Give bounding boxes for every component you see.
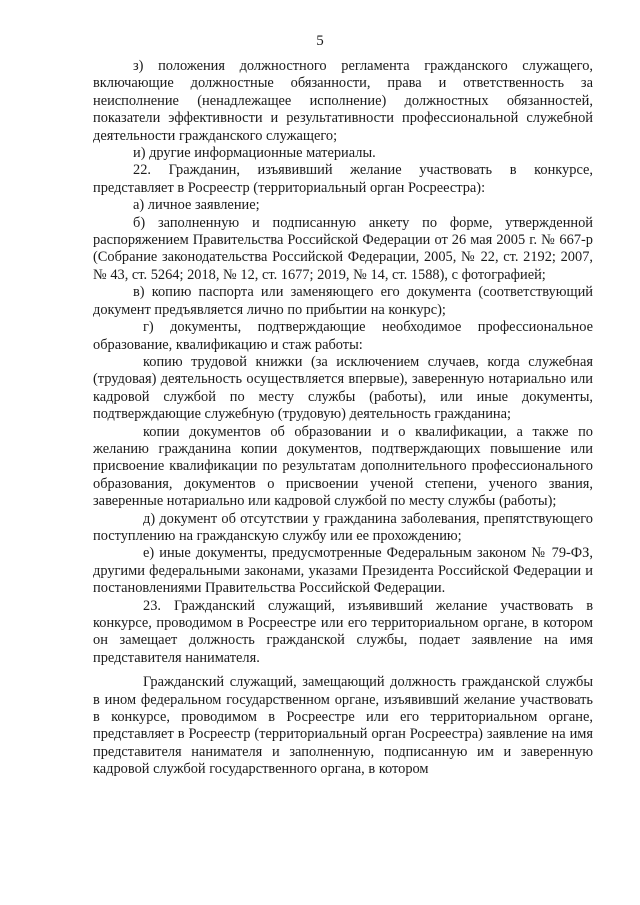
paragraph-23-civil-servant: 23. Гражданский служащий, изъявивший желание участвовать в конкурсе, проводимом в Росреестре или его территориальном органе, в котором он замещает должность гражданской службы, подает заявление на имя представителя нанимателя. (93, 597, 593, 666)
paragraph-d-medical-document: д) документ об отсутствии у гражданина заболевания, препятствующего поступлению на гражданскую службу или ее прохождению; (93, 510, 593, 544)
paragraph-z-job-regulations: з) положения должностного регламента гражданского служащего, включающие должностные обязанности, права и ответственность за неисполнение (ненадлежащее исполнение) должностных обязанностей, показатели эффективности и результативности профессиональной служебной деятельности гражданского служащего; (93, 58, 593, 144)
paragraph-a-personal-application: а) личное заявление; (133, 197, 260, 214)
document-body (93, 58, 593, 779)
paragraph-22-citizen-submits: 22. Гражданин, изъявивший желание участвовать в конкурсе, представляет в Росреестр (территориальный орган Росреестра): (93, 162, 593, 196)
paragraph-i-other-materials: и) другие информационные материалы. (133, 145, 376, 162)
paragraph-work-book-copy: копию трудовой книжки (за исключением случаев, когда служебная (трудовая) деятельность осуществляется впервые), заверенную нотариально или кадровой службой по месту службы (работы), или иные документы, подтверждающие служебную (трудовую) деятельность гражданина; (93, 353, 593, 423)
paragraph-g-education-documents: г) документы, подтверждающие необходимое профессиональное образование, квалификацию и стаж работы: (93, 319, 593, 353)
paragraph-civil-servant-other-agency: Гражданский служащий, замещающий должность гражданской службы в ином федеральном государственном органе, изъявивший желание участвовать в конкурсе, проводимом в Росреестре или его территориальном органе, представляет в Росреестр (территориальный орган Росреестра) заявление на имя представителя нанимателя и заполненную, подписанную им и заверенную кадровой службой государственного органа, в котором (93, 674, 593, 778)
paragraph-b-questionnaire: б) заполненную и подписанную анкету по форме, утвержденной распоряжением Правительства Российской Федерации от 26 мая 2005 г. № 667-р (Собрание законодательства Российской Федерации, 2005, № 22, ст. 2192; 2007, № 43, ст. 5264; 2018, № 12, ст. 1677; 2019, № 14, ст. 1588), с фотографией; (93, 214, 593, 283)
paragraph-education-copies: копии документов об образовании и о квалификации, а также по желанию гражданина копии документов, подтверждающих повышение или присвоение квалификации по результатам дополнительного профессионального образования, документов о присвоении ученой степени, ученого звания, заверенные нотариально или кадровой службой по месту службы (работы); (93, 423, 593, 510)
paragraph-v-passport-copy: в) копию паспорта или заменяющего его документа (соответствующий документ предъявляется лично по прибытии на конкурс); (93, 284, 593, 318)
page-number: 5 (316, 33, 324, 49)
paragraph-e-other-documents: е) иные документы, предусмотренные Федеральным законом № 79-ФЗ, другими федеральными законами, указами Президента Российской Федерации и постановлениями Правительства Российской Федерации. (93, 545, 593, 597)
